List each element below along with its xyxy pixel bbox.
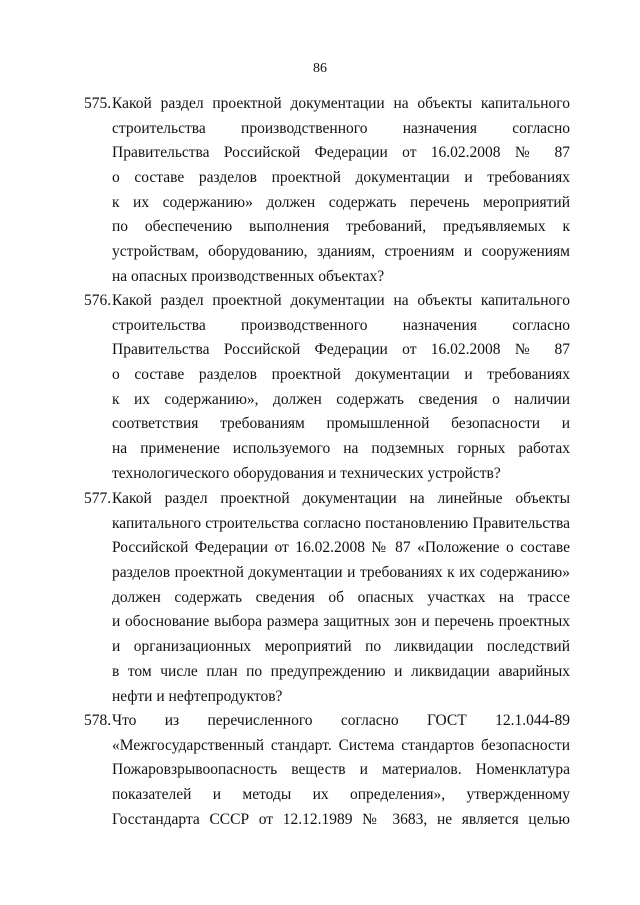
text-line: устройствам, оборудованию, зданиям, строениям и сооружениям [112,243,570,261]
text-line: соответствия требованиям промышленной безопасности и [112,415,570,433]
text-line: Какой раздел проектной документации на объекты капитального [112,95,570,112]
text-line: Правительства Российской Федерации от 16.02.2008 № 87 [112,341,570,359]
text-line: Российской Федерации от 16.02.2008 № 87 «Положение о составе [112,539,570,557]
text-line: строительства производственного назначения согласно [112,119,570,137]
text-line: Что из перечисленного согласно ГОСТ 12.1.044-89 [112,712,570,729]
text-line: должен содержать сведения об опасных участках на трассе [112,588,570,606]
text-line: «Межгосударственный стандарт. Система стандартов безопасности [112,736,570,754]
page-number: 86 [313,61,327,76]
text-line: в том числе план по предупреждению и ликвидации аварийных [112,662,570,680]
question-number-576: 576. [84,292,112,309]
text-line: Какой раздел проектной документации на объекты капитального [112,292,570,309]
text-line: о составе разделов проектной документации и требованиях [112,366,570,384]
text-line: строительства производственного назначения согласно [112,316,570,334]
text-line: разделов проектной документации и требованиях к их содержанию» [112,564,570,582]
question-576-text [112,289,570,487]
text-line: к их содержанию», должен содержать сведения о наличии [112,390,570,408]
question-number-578: 578. [84,712,112,729]
text-line: и организационных мероприятий по ликвидации последствий [112,638,570,656]
text-line: по обеспечению выполнения требований, предъявляемых к [112,218,570,236]
question-575-text [112,92,570,290]
text-line: и обоснование выбора размера защитных зон и перечень проектных [112,613,570,631]
text-line: технологического оборудования и технических устройств? [112,464,501,482]
question-number-575: 575. [84,95,112,112]
text-line: нефти и нефтепродуктов? [112,687,283,705]
text-line: показателей и методы их определения», утвержденному [112,786,570,804]
text-line: Правительства Российской Федерации от 16.02.2008 № 87 [112,144,570,162]
text-line: к их содержанию» должен содержать перечень мероприятий [112,193,570,211]
text-line: на опасных производственных объектах? [112,267,385,285]
text-line: Какой раздел проектной документации на линейные объекты [112,490,570,507]
question-578-text [112,709,570,832]
question-number-577: 577. [84,490,112,507]
text-line: Госстандарта СССР от 12.12.1989 № 3683, не является целью [112,810,570,828]
text-line: Пожаровзрывоопасность веществ и материалов. Номенклатура [112,761,570,779]
text-line: капитального строительства согласно постановлению Правительства [112,514,570,532]
text-line: на применение используемого на подземных горных работах [112,440,570,458]
text-line: о составе разделов проектной документации и требованиях [112,169,570,187]
question-577-text [112,487,570,709]
